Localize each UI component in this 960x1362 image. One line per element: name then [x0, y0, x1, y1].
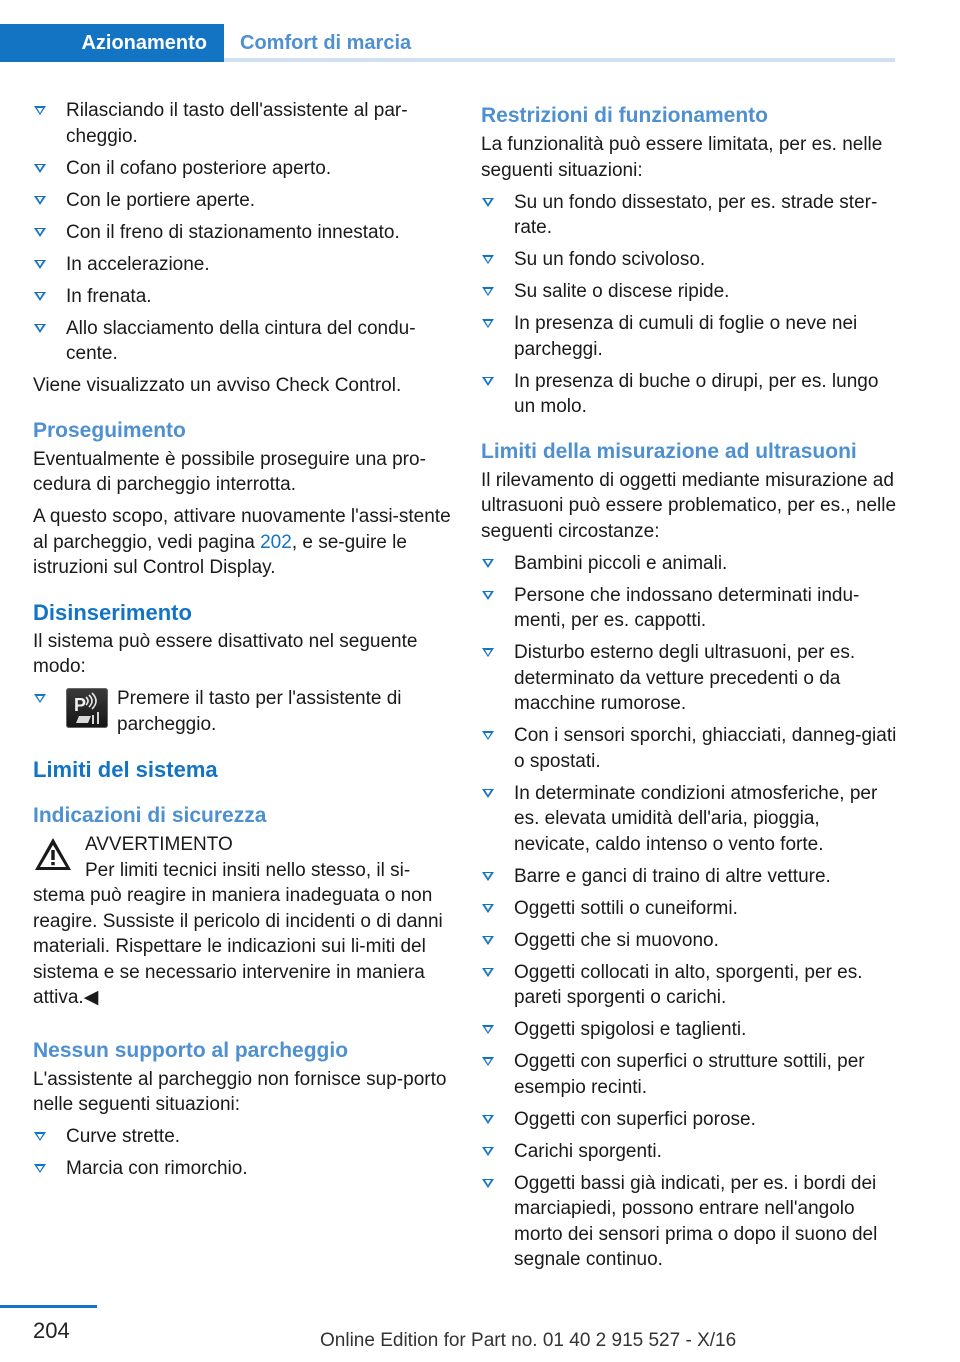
- warning-lead: Per limiti tecnici insiti nello stesso, il si-: [85, 859, 411, 881]
- list-item: In frenata.: [33, 284, 451, 310]
- page-header: [0, 0, 960, 62]
- bullet-triangle-icon: [34, 106, 46, 115]
- heading-restrizioni: Restrizioni di funzionamento: [481, 104, 768, 127]
- list-item: In determinate condizioni atmosferiche, per es. elevata umidità dell'aria, pioggia, nevicate, caldo intenso o vento forte.: [481, 781, 899, 858]
- bullet-triangle-icon: [482, 904, 494, 913]
- heading-limiti-ultrasuoni: Limiti della misurazione ad ultrasuoni: [481, 439, 857, 463]
- list-item: Curve strette.: [33, 1124, 451, 1150]
- bullet-triangle-icon: [482, 936, 494, 945]
- bullet-triangle-icon: [482, 968, 494, 977]
- bullet-triangle-icon: [482, 872, 494, 881]
- interruption-list: [33, 98, 451, 367]
- list-item: In presenza di cumuli di foglie o neve nei parcheggi.: [481, 311, 899, 362]
- bullet-triangle-icon: [34, 694, 46, 703]
- ultrasonic-limits-list: [481, 551, 899, 1273]
- warning-heading: AVVERTIMENTO: [85, 834, 233, 855]
- list-item: Allo slacciamento della cintura del condu-cente.: [33, 316, 451, 367]
- bullet-triangle-icon: [34, 292, 46, 301]
- proseguimento-paragraph-1: Eventualmente è possibile proseguire una pro-cedura di parcheggio interrotta.: [33, 448, 426, 495]
- bullet-triangle-icon: [482, 1179, 494, 1188]
- edition-note: Online Edition for Part no. 01 40 2 915 527 - X/16: [320, 1330, 737, 1351]
- bullet-triangle-icon: [482, 1147, 494, 1156]
- warning-body: stema può reagire in maniera inadeguata o non reagire. Sussiste il pericolo di incidenti o di danni materiali. Rispettare le indicazioni sui li-miti del sistema e se necessario intervenire in maniera attiva.◀: [33, 885, 443, 1008]
- bullet-triangle-icon: [482, 377, 494, 386]
- page-link-202[interactable]: 202: [260, 531, 292, 553]
- list-item: Oggetti spigolosi e taglienti.: [481, 1017, 899, 1043]
- list-item: Oggetti che si muovono.: [481, 928, 899, 954]
- list-item: Bambini piccoli e animali.: [481, 551, 899, 577]
- warning-triangle-icon: [33, 836, 73, 872]
- list-item: Oggetti sottili o cuneiformi.: [481, 896, 899, 922]
- right-column: [481, 98, 899, 1279]
- proseguimento-paragraph-2: A questo scopo, attivare nuovamente l'assi-stente al parcheggio, vedi pagina 202, e se-guire le istruzioni sul Control Display.: [33, 506, 451, 578]
- list-item: Rilasciando il tasto dell'assistente al par-cheggio.: [33, 98, 451, 149]
- list-item: P Premere il tasto per l'assistente di parcheggio.: [33, 686, 451, 738]
- check-control-note: Viene visualizzato un avviso Check Control.: [33, 375, 402, 396]
- bullet-triangle-icon: [482, 559, 494, 568]
- bullet-triangle-icon: [482, 789, 494, 798]
- bullet-triangle-icon: [482, 255, 494, 264]
- list-item: Oggetti con superfici o strutture sottili, per esempio recinti.: [481, 1049, 899, 1100]
- tab-azionamento[interactable]: Azionamento: [0, 24, 224, 62]
- bullet-triangle-icon: [482, 1115, 494, 1124]
- list-item: Con le portiere aperte.: [33, 188, 451, 214]
- bullet-triangle-icon: [34, 196, 46, 205]
- svg-text:P: P: [74, 695, 87, 715]
- nessun-supporto-paragraph: L'assistente al parcheggio non fornisce sup-porto nelle seguenti situazioni:: [33, 1068, 447, 1115]
- bullet-triangle-icon: [34, 1132, 46, 1141]
- list-item: Oggetti con superfici porose.: [481, 1107, 899, 1133]
- parking-assistant-button-icon: [66, 688, 108, 728]
- list-item: Barre e ganci di traino di altre vetture.: [481, 864, 899, 890]
- disinserimento-paragraph: Il sistema può essere disattivato nel seguente modo:: [33, 630, 418, 677]
- list-item: Oggetti bassi già indicati, per es. i bordi dei marciapiedi, possono entrare nell'angolo morto dei sensori prima o dopo il suono del segnale continuo.: [481, 1171, 899, 1273]
- list-item: In presenza di buche o dirupi, per es. lungo un molo.: [481, 369, 899, 420]
- list-item: Persone che indossano determinati indu-menti, per es. cappotti.: [481, 583, 899, 634]
- list-item: Disturbo esterno degli ultrasuoni, per es. determinato da vetture precedenti o da macchine rumorose.: [481, 640, 899, 717]
- restrizioni-paragraph: La funzionalità può essere limitata, per es. nelle seguenti situazioni:: [481, 134, 883, 181]
- bullet-triangle-icon: [482, 198, 494, 207]
- left-column: [33, 98, 451, 1188]
- list-item: Su un fondo scivoloso.: [481, 247, 899, 273]
- no-support-list: [33, 1124, 451, 1182]
- bullet-triangle-icon: [34, 260, 46, 269]
- bullet-triangle-icon: [34, 164, 46, 173]
- list-item: Con il freno di stazionamento innestato.: [33, 220, 451, 246]
- bullet-triangle-icon: [482, 319, 494, 328]
- ultrasuoni-paragraph: Il rilevamento di oggetti mediante misurazione ad ultrasuoni può essere problematico, per es., nelle seguenti circostanze:: [481, 469, 897, 542]
- bullet-triangle-icon: [482, 648, 494, 657]
- bullet-triangle-icon: [34, 324, 46, 333]
- header-rule: [224, 58, 895, 62]
- heading-nessun-supporto: Nessun supporto al parcheggio: [33, 1038, 349, 1062]
- list-item: Su un fondo dissestato, per es. strade ster-rate.: [481, 190, 899, 241]
- list-item: Con i sensori sporchi, ghiacciati, danneg-giati o spostati.: [481, 723, 899, 774]
- bullet-triangle-icon: [482, 287, 494, 296]
- heading-disinserimento: Disinserimento: [33, 599, 192, 625]
- restrictions-list: [481, 190, 899, 420]
- tab-comfort-di-marcia[interactable]: Comfort di marcia: [240, 31, 412, 54]
- bullet-triangle-icon: [482, 1025, 494, 1034]
- warning-box: [33, 832, 451, 1011]
- list-item: Su salite o discese ripide.: [481, 279, 899, 305]
- list-item: Carichi sporgenti.: [481, 1139, 899, 1165]
- bullet-triangle-icon: [482, 731, 494, 740]
- list-item: Marcia con rimorchio.: [33, 1156, 451, 1182]
- page-number: 204: [33, 1318, 70, 1343]
- heading-limiti-del-sistema: Limiti del sistema: [33, 757, 218, 782]
- heading-indicazioni-sicurezza: Indicazioni di sicurezza: [33, 804, 267, 827]
- bullet-triangle-icon: [34, 228, 46, 237]
- footer-rule: [0, 1305, 97, 1308]
- bullet-triangle-icon: [34, 1164, 46, 1173]
- list-item: In accelerazione.: [33, 252, 451, 278]
- list-item: Oggetti collocati in alto, sporgenti, per es. pareti sporgenti o carichi.: [481, 960, 899, 1011]
- list-item: Con il cofano posteriore aperto.: [33, 156, 451, 182]
- bullet-triangle-icon: [482, 591, 494, 600]
- bullet-triangle-icon: [482, 1057, 494, 1066]
- heading-proseguimento: Proseguimento: [33, 418, 186, 442]
